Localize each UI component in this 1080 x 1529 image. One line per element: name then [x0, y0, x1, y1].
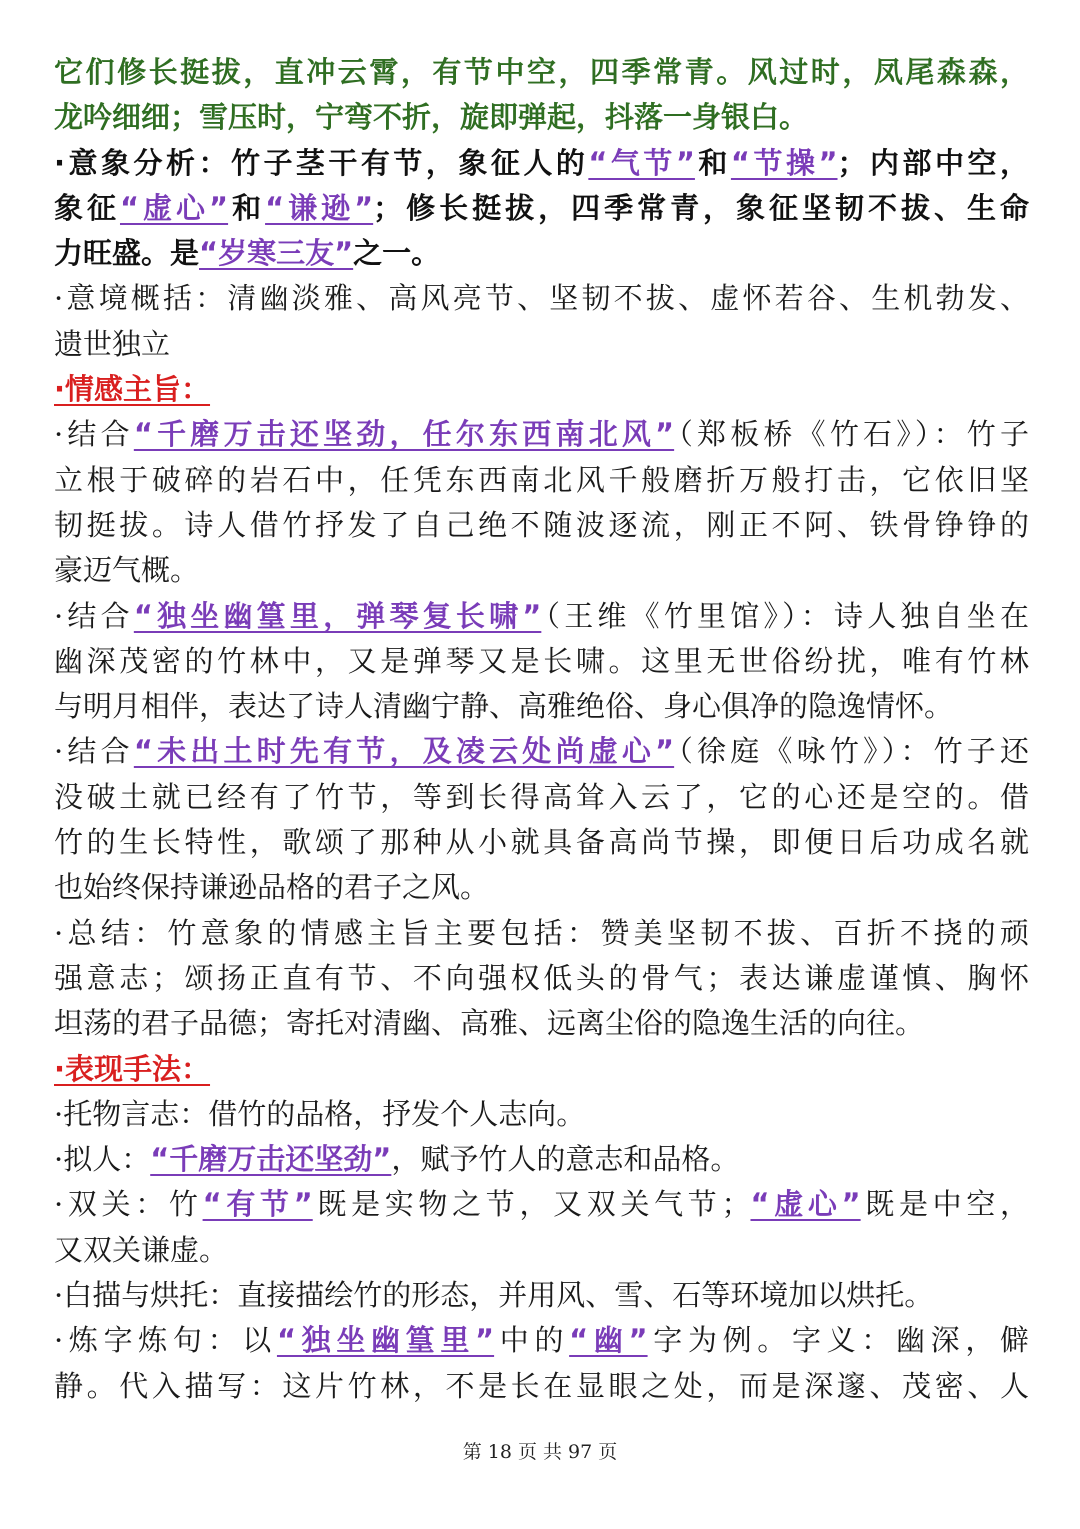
text: 既是实物之节，又双关气节；	[312, 1187, 751, 1222]
text: 中的	[494, 1323, 570, 1358]
text: 字为例。字义：幽深，僻	[647, 1323, 1029, 1358]
highlight-you: “幽”	[569, 1323, 648, 1358]
imagery-analysis-line-3	[54, 231, 1029, 276]
highlight-duzuo: “独坐幽篁里”	[276, 1323, 495, 1358]
poem2-line-3: 与明月相伴，表达了诗人清幽宁静、高雅绝俗、身心俱净的隐逸情怀。	[54, 689, 954, 724]
poem3-line-4: 也始终保持谦逊品格的君子之风。	[54, 870, 490, 905]
highlight-xuxin: “虚心”	[119, 190, 229, 225]
text: ·双关：竹	[54, 1187, 203, 1222]
text: 力旺盛。是	[54, 236, 200, 271]
summary-line-1: ·总结：竹意象的情感主旨主要包括：赞美坚韧不拔、百折不挠的顽	[54, 915, 1029, 950]
highlight-qianmo: “千磨万击还坚劲”	[150, 1142, 392, 1177]
text: ；内部中空，	[837, 145, 1029, 180]
heading-text: ·情感主旨：	[54, 372, 211, 407]
poem1-line-3: 韧挺拔。诗人借竹抒发了自己绝不随波逐流，刚正不阿、铁骨铮铮的	[54, 507, 1029, 542]
highlight-poem-zhushi: “千磨万击还坚劲，任尔东西南北风”	[133, 417, 675, 452]
technique-lianzi-line-1	[54, 1318, 1029, 1363]
text: ·结合	[54, 734, 134, 769]
text: ，赋予竹人的意志和品格。	[391, 1142, 740, 1177]
highlight-suihan-sanyou: “岁寒三友”	[199, 236, 354, 271]
technique-shuangguan-line-2: 又双关谦虚。	[54, 1232, 229, 1267]
text: ·结合	[54, 417, 134, 452]
heading-text: ·表现手法：	[54, 1051, 211, 1086]
intro-line-2: 龙吟细细；雪压时，宁弯不折，旋即弹起，抖落一身银白。	[54, 100, 809, 135]
text: ·炼字炼句：以	[54, 1323, 277, 1358]
highlight-youjie: “有节”	[202, 1187, 313, 1222]
highlight-jiecao: “节操”	[730, 145, 838, 180]
text: （徐庭《咏竹》）：竹子还	[674, 734, 1030, 769]
text: ；修长挺拔，四季常青，象征坚韧不拔、生命	[373, 190, 1029, 225]
page-content	[54, 50, 1029, 1409]
highlight-qijie: “气节”	[588, 145, 695, 180]
technique-niren	[54, 1137, 1029, 1182]
imagery-analysis-line-1	[54, 141, 1029, 186]
text: 和	[694, 145, 731, 180]
technique-baimiao: ·白描与烘托：直接描绘竹的形态，并用风、雪、石等环境加以烘托。	[54, 1278, 934, 1313]
text: 之一。	[353, 236, 441, 271]
highlight-xuxin-2: “虚心”	[750, 1187, 861, 1222]
text: ·意象分析：竹子茎干有节，象征人的	[54, 145, 589, 180]
text: 既是中空，	[860, 1187, 1029, 1222]
highlight-poem-zhuliguan: “独坐幽篁里，弹琴复长啸”	[133, 598, 542, 633]
highlight-qianxun: “谦逊”	[265, 190, 374, 225]
imagery-analysis-line-2	[54, 186, 1029, 231]
section-heading-technique	[54, 1047, 1029, 1092]
text: ·拟人：	[54, 1142, 151, 1177]
technique-shuangguan-line-1	[54, 1182, 1029, 1227]
poem1-line-4: 豪迈气概。	[54, 553, 200, 588]
poem3-line-1	[54, 729, 1029, 774]
technique-lianzi-line-2: 静。代入描写：这片竹林，不是长在显眼之处，而是深邃、茂密、人	[54, 1368, 1029, 1403]
text: ·结合	[54, 598, 134, 633]
intro-line-1: 它们修长挺拔，直冲云霄，有节中空，四季常青。风过时，凤尾森森，	[54, 55, 1029, 89]
highlight-poem-yongzhu: “未出土时先有节，及凌云处尚虚心”	[133, 734, 675, 769]
summary-line-3: 坦荡的君子品德；寄托对清幽、高雅、远离尘俗的隐逸生活的向往。	[54, 1006, 925, 1041]
poem1-line-2: 立根于破碎的岩石中，任凭东西南北风千般磨折万般打击，它依旧坚	[54, 462, 1029, 497]
text: 象征	[54, 190, 120, 225]
section-heading-emotion	[54, 367, 1029, 412]
technique-tuowu: ·托物言志：借竹的品格，抒发个人志向。	[54, 1096, 586, 1131]
poem1-line-1	[54, 412, 1029, 457]
page-number-footer: 第 18 页 共 97 页	[462, 1441, 618, 1463]
text: （王维《竹里馆》）：诗人独自坐在	[541, 598, 1029, 633]
text: 和	[228, 190, 266, 225]
poem2-line-2: 幽深茂密的竹林中，又是弹琴又是长啸。这里无世俗纷扰，唯有竹林	[54, 643, 1029, 678]
mood-summary-line-1: ·意境概括：清幽淡雅、高风亮节、坚韧不拔、虚怀若谷、生机勃发、	[54, 281, 1029, 316]
mood-summary-line-2: 遗世独立	[54, 326, 171, 361]
poem3-line-2: 没破土就已经有了竹节，等到长得高耸入云了，它的心还是空的。借	[54, 779, 1029, 814]
poem2-line-1	[54, 594, 1029, 639]
poem3-line-3: 竹的生长特性，歌颂了那种从小就具备高尚节操，即便日后功成名就	[54, 825, 1029, 860]
text: （郑板桥《竹石》）：竹子	[674, 417, 1030, 452]
summary-line-2: 强意志；颂扬正直有节、不向强权低头的骨气；表达谦虚谨慎、胸怀	[54, 960, 1029, 995]
